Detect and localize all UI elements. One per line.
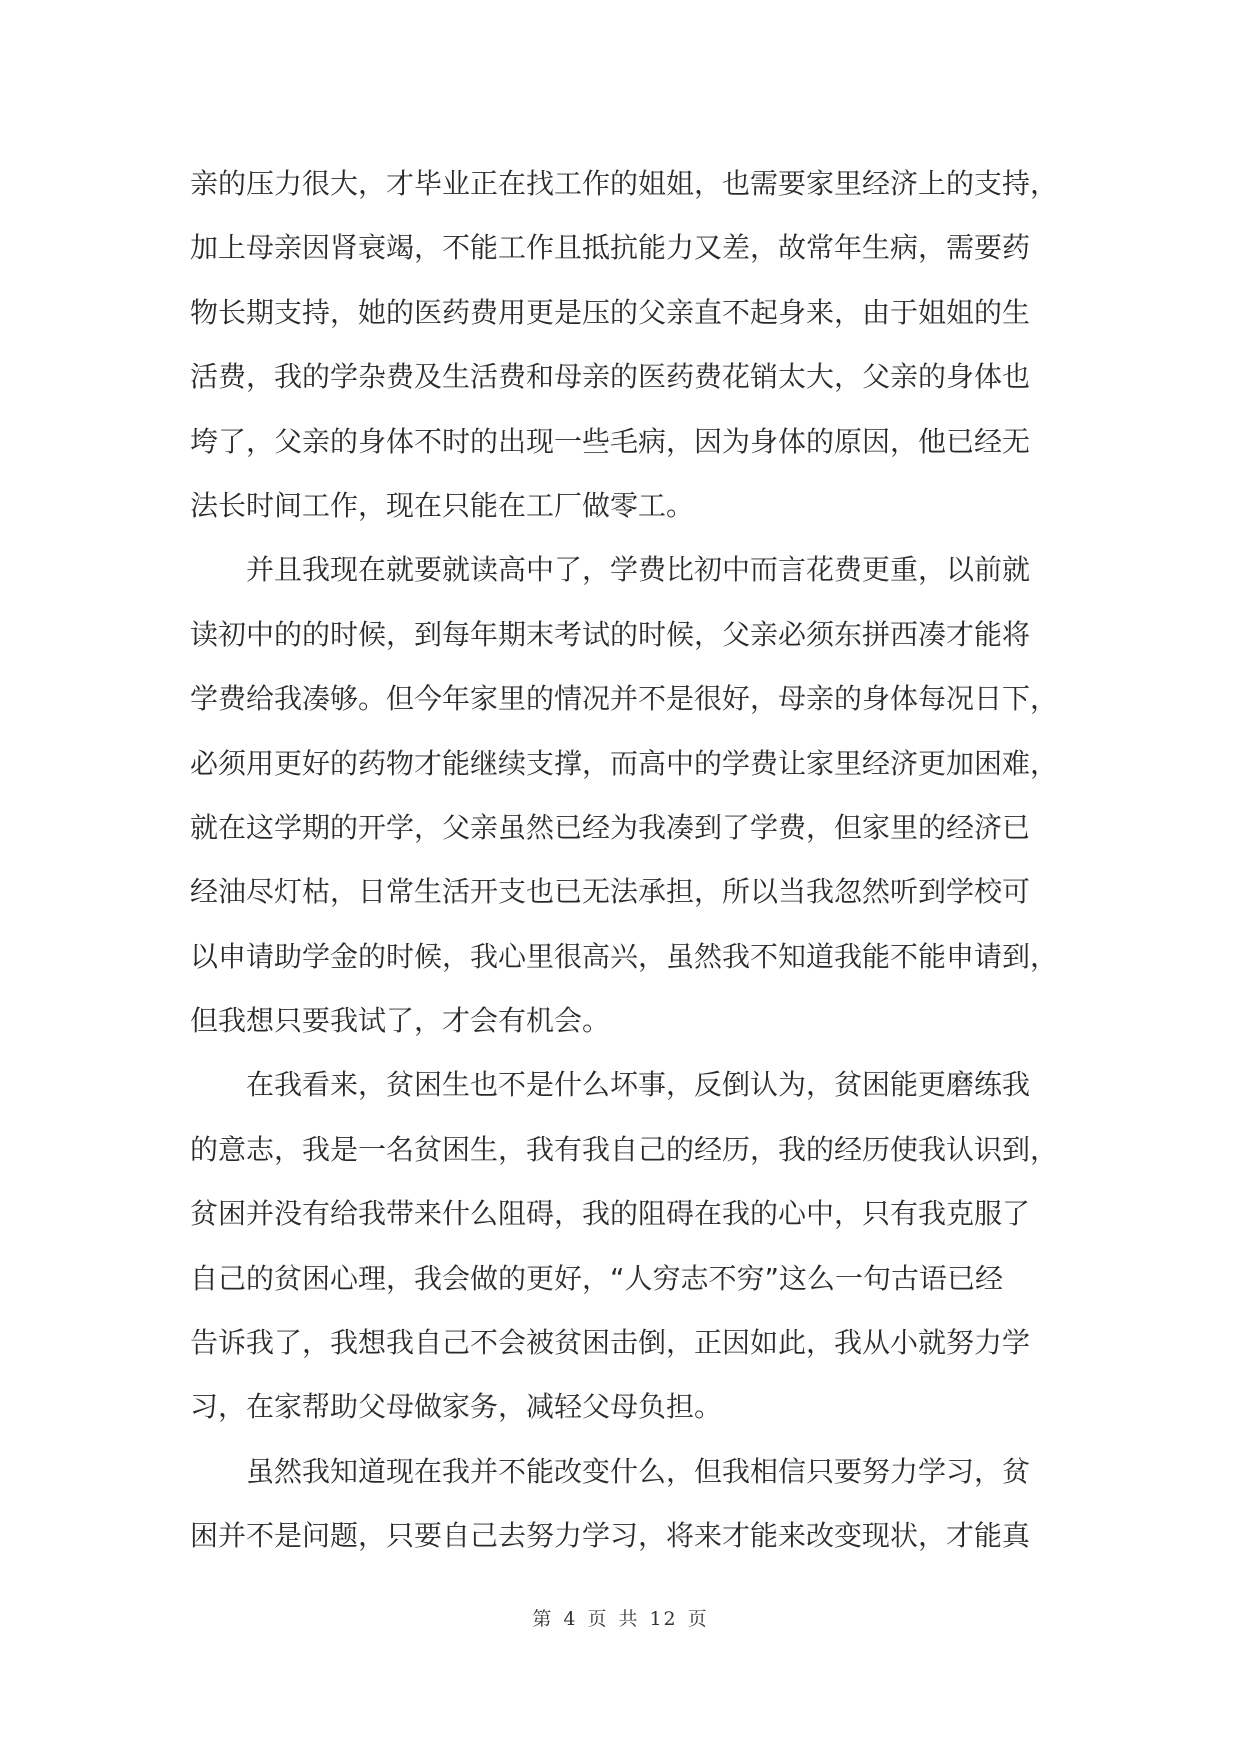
text-line: 活费，我的学杂费及生活费和母亲的医药费花销太大，父亲的身体也	[190, 360, 1031, 394]
text-line: 经油尽灯枯，日常生活开支也已无法承担，所以当我忽然听到学校可	[190, 875, 1031, 909]
footer-word-di: 第	[532, 1608, 554, 1630]
text-line: 亲的压力很大，才毕业正在找工作的姐姐，也需要家里经济上的支持，	[190, 167, 1059, 200]
text-line: 告诉我了，我想我自己不会被贫困击倒，正因如此，我从小就努力学	[190, 1326, 1031, 1360]
paragraph-first-line: 虽然我知道现在我并不能改变什么，但我相信只要努力学习，贫	[246, 1454, 1031, 1488]
footer-word-ye: 页	[587, 1608, 609, 1630]
total-pages: 12	[649, 1608, 678, 1630]
text-line: 学费给我凑够。但今年家里的情况并不是很好，母亲的身体每况日下，	[190, 682, 1059, 716]
document-body	[190, 152, 1059, 1569]
paragraph-first-line: 在我看来，贫困生也不是什么坏事，反倒认为，贫困能更磨练我	[246, 1068, 1031, 1102]
footer-word-gong: 共	[618, 1608, 640, 1630]
text-line: 贫困并没有给我带来什么阻碍，我的阻碍在我的心中，只有我克服了	[190, 1197, 1031, 1231]
footer-word-ye-2: 页	[687, 1608, 709, 1630]
text-line: 困并不是问题，只要自己去努力学习，将来才能来改变现状，才能真	[190, 1519, 1031, 1553]
page-footer	[0, 1604, 1241, 1631]
text-line: 自己的贫困心理，我会做的更好，“人穷志不穷”这么一句古语已经	[190, 1261, 1004, 1295]
text-line: 物长期支持，她的医药费用更是压的父亲直不起身来，由于姐姐的生	[190, 295, 1031, 329]
text-line: 垮了，父亲的身体不时的出现一些毛病，因为身体的原因，他已经无	[190, 424, 1031, 458]
text-line: 就在这学期的开学，父亲虽然已经为我凑到了学费，但家里的经济已	[190, 810, 1031, 844]
text-line: 以申请助学金的时候，我心里很高兴，虽然我不知道我能不能申请到，	[190, 939, 1059, 973]
paragraph-first-line: 并且我现在就要就读高中了，学费比初中而言花费更重，以前就	[246, 553, 1031, 587]
text-line: 的意志，我是一名贫困生，我有我自己的经历，我的经历使我认识到，	[190, 1132, 1059, 1166]
text-line: 读初中的的时候，到每年期末考试的时候，父亲必须东拼西凑才能将	[190, 617, 1031, 651]
text-line: 习，在家帮助父母做家务，减轻父母负担。	[190, 1390, 723, 1424]
text-line: 法长时间工作，现在只能在工厂做零工。	[190, 488, 695, 522]
page-number: 4	[563, 1608, 578, 1630]
text-line: 但我想只要我试了，才会有机会。	[190, 1004, 611, 1038]
text-line: 加上母亲因肾衰竭，不能工作且抵抗能力又差，故常年生病，需要药	[190, 231, 1031, 265]
text-line: 必须用更好的药物才能继续支撑，而高中的学费让家里经济更加困难，	[190, 746, 1059, 780]
